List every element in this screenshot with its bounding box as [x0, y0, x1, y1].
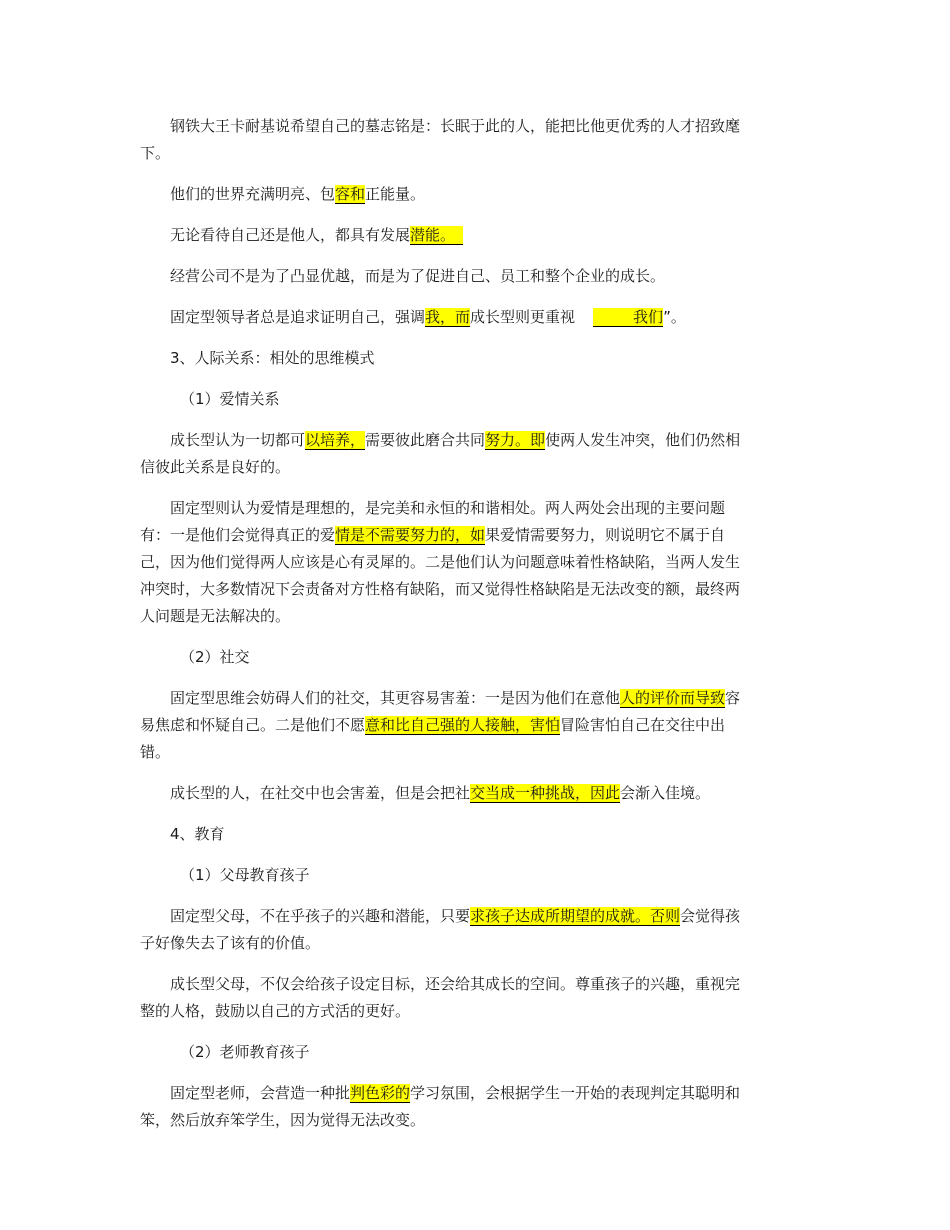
- text-run: 冒险害怕自己在交往中出错。: [140, 716, 726, 761]
- highlight: 以培养，: [305, 431, 366, 449]
- subheading-text: （1）父母教育孩子: [180, 866, 310, 884]
- subheading: [140, 862, 750, 889]
- text-run: 学习氛围，会根据学生一开始的表现判定其聪明和笨，然后放弃笨学生，因为觉得无法改变。: [140, 1084, 741, 1129]
- paragraph: [140, 427, 750, 481]
- text-run: 会渐入佳境。: [620, 784, 711, 802]
- paragraph: [140, 222, 750, 249]
- subheading-text: （2）老师教育孩子: [180, 1043, 310, 1061]
- subheading: [140, 644, 750, 671]
- highlight: 我，而: [425, 308, 471, 326]
- text-run: ”。: [663, 308, 686, 326]
- text-run: 固定型则认为爱情是理想的，是完美和永恒的和谐相处。两人两处会出现的主要问题有：一是他们会觉得真正的爱: [140, 499, 726, 544]
- paragraph: [140, 304, 750, 331]
- subheading: [140, 386, 750, 413]
- paragraph-text: 钢铁大王卡耐基说希望自己的墓志铭是：长眠于此的人，能把比他更优秀的人才招致麾下。: [140, 117, 741, 162]
- paragraph: [140, 903, 750, 957]
- highlight: 情是不需要努力的，如: [335, 526, 486, 544]
- text-run: 固定型老师，会营造一种批: [170, 1084, 351, 1102]
- paragraph-text: 成长型父母，不仅会给孩子设定目标，还会给其成长的空间。尊重孩子的兴趣，重视完整的人格，鼓励以自己的方式活的更好。: [140, 975, 741, 1020]
- text-run: 成长型的人，在社交中也会害羞，但是会把社: [170, 784, 471, 802]
- section-heading: [140, 821, 750, 848]
- paragraph: [140, 263, 750, 290]
- paragraph: [140, 971, 750, 1025]
- paragraph: [140, 780, 750, 807]
- text-run: 会觉得孩子好像失去了该有的价值。: [140, 907, 741, 952]
- highlight: 潜能。: [410, 226, 463, 244]
- text-run: 成长型认为一切都可: [170, 431, 306, 449]
- highlight: 判色彩的: [350, 1084, 411, 1102]
- subheading-text: （1）爱情关系: [180, 390, 280, 408]
- text-run: 果爱情需要努力，则说明它不属于自己，因为他们觉得两人应该是心有灵犀的。二是他们认为问题意味着性格缺陷，当两人发生冲突时，大多数情况下会责备对方性格有缺陷，而又觉得性格缺陷是无法改变的额，最终两人问题是无法解决的。: [140, 526, 741, 625]
- paragraph: [140, 495, 750, 630]
- text-run: 他们的世界充满明亮、包: [170, 185, 336, 203]
- heading-text: 4、教育: [170, 825, 225, 843]
- text-run: 固定型思维会妨碍人们的社交，其更容易害羞：一是因为他们在意他: [170, 689, 621, 707]
- text-run: 成长型则更重视: [470, 308, 576, 326]
- paragraph: [140, 113, 750, 167]
- paragraph: [140, 181, 750, 208]
- text-run: 需要彼此磨合共同: [365, 431, 486, 449]
- text-run: 容易焦虑和怀疑自己。二是他们不愿: [140, 689, 741, 734]
- highlight: 容和: [335, 185, 366, 203]
- paragraph: [140, 685, 750, 766]
- document-body: [140, 113, 750, 1134]
- highlight: 求孩子达成所期望的成就。否则: [470, 907, 681, 925]
- text-run: 无论看待自己还是他人，都具有发展: [170, 226, 411, 244]
- heading-text: 3、人际关系：相处的思维模式: [170, 349, 375, 367]
- subheading: [140, 1039, 750, 1066]
- paragraph-text: 经营公司不是为了凸显优越，而是为了促进自己、员工和整个企业的成长。: [170, 267, 666, 285]
- text-run: 固定型父母，不在乎孩子的兴趣和潜能，只要: [170, 907, 471, 925]
- text-run: 固定型领导者总是追求证明自己，强调: [170, 308, 426, 326]
- highlight: 我们: [593, 308, 663, 327]
- highlight: 人的评价而导致: [620, 689, 726, 707]
- subheading-text: （2）社交: [180, 648, 250, 666]
- text-run: 使两人发生冲突，他们仍然相信彼此关系是良好的。: [140, 431, 741, 476]
- highlight: 努力。即: [485, 431, 546, 449]
- section-heading: [140, 345, 750, 372]
- highlight: 交当成一种挑战，因此: [470, 784, 621, 802]
- text-run: 正能量。: [365, 185, 426, 203]
- highlight: 意和比自己强的人接触，害怕: [365, 716, 561, 734]
- paragraph: [140, 1080, 750, 1134]
